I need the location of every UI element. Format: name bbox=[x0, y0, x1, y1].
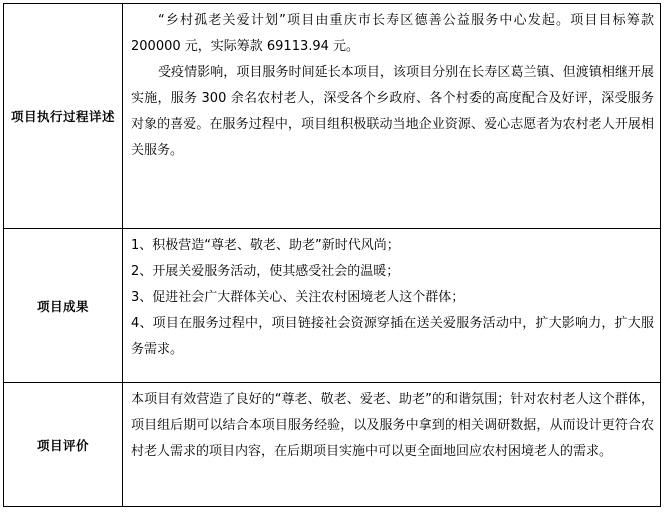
row-content-results bbox=[123, 229, 661, 383]
row-label-execution: 项目执行过程详述 bbox=[4, 4, 123, 229]
execution-paragraph-2: 受疫情影响，项目服务时间延长本项目，该项目分别在长寿区葛兰镇、但渡镇相继开展实施，服务 300 余名农村老人，深受各个乡政府、各个村委的高度配合及好评，深受服务对象的喜爱。在服务过程中，项目组积极联动当地企业资源、爱心志愿者为农村老人开展相关服务。 bbox=[131, 65, 654, 158]
result-item-2: 2、开展关爱服务活动，使其感受社会的温暖； bbox=[131, 264, 400, 279]
row-content-execution bbox=[123, 4, 661, 229]
execution-paragraph-1: “乡村孤老关爱计划”项目由重庆市长寿区德善公益服务中心发起。项目目标筹款 200000 元，实际筹款 69113.94 元。 bbox=[131, 13, 654, 54]
table-row-evaluation bbox=[4, 383, 661, 507]
row-content-evaluation bbox=[123, 383, 661, 507]
table-row-execution bbox=[4, 4, 661, 229]
table-row-results bbox=[4, 229, 661, 383]
row-label-results: 项目成果 bbox=[4, 229, 123, 383]
evaluation-paragraph: 本项目有效营造了良好的“尊老、敬老、爱老、助老”的和谐氛围；针对农村老人这个群体，项目组后期可以结合本项目服务经验，以及服务中拿到的相关调研数据，从而设计更符合农村老人需求的项目内容，在后期项目实施中可以更全面地回应农村困境老人的需求。 bbox=[131, 392, 654, 459]
project-report-table bbox=[3, 3, 661, 507]
result-item-4: 4、项目在服务过程中，项目链接社会资源穿插在送关爱服务活动中，扩大影响力，扩大服务需求。 bbox=[131, 316, 654, 357]
result-item-1: 1、积极营造“尊老、敬老、助老”新时代风尚； bbox=[131, 238, 400, 253]
result-item-3: 3、促进社会广大群体关心、关注农村困境老人这个群体； bbox=[131, 290, 465, 305]
row-label-evaluation: 项目评价 bbox=[4, 383, 123, 507]
